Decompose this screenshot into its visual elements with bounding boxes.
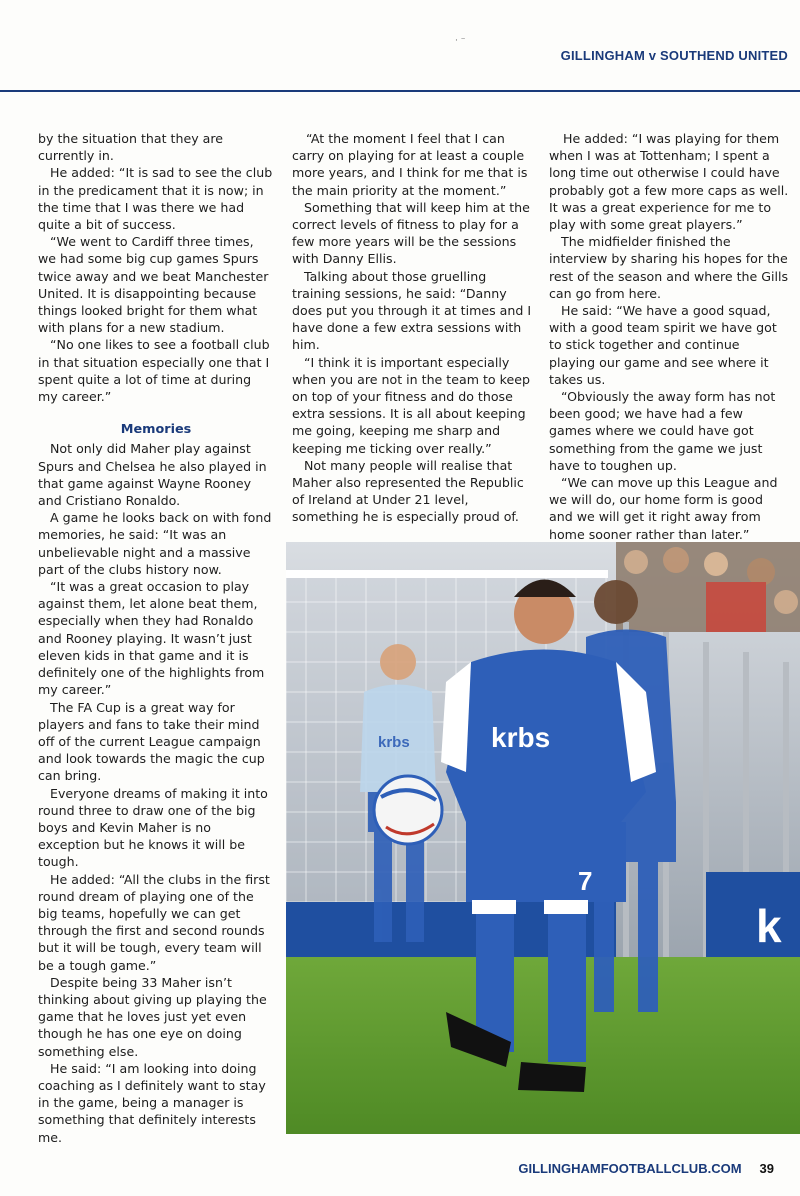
article-column-2 xyxy=(292,130,532,526)
football xyxy=(374,776,442,844)
svg-text:krbs: krbs xyxy=(378,734,410,751)
page-number: 39 xyxy=(759,1161,774,1176)
paragraph: Everyone dreams of making it into round three to draw one of the big boys and Kevin Maher is no exception but he knows it will be tough. xyxy=(38,785,268,870)
svg-text:7: 7 xyxy=(578,866,593,896)
paragraph: “I think it is important especially when you are not in the team to keep on top of your fitness and do those extra sessions. It is all about keeping me going, keeping me sharp and keeping me ticking over really.” xyxy=(292,354,530,456)
paragraph: He added: “I was playing for them when I was at Tottenham; I spent a long time out otherwise I could have probably got a few more caps as well. It was a great experience for me to play with some great players.” xyxy=(549,131,789,233)
paragraph: The midfielder finished the interview by sharing his hopes for the rest of the season and where the Gills can go from here. xyxy=(549,234,789,301)
paragraph: “We went to Cardiff three times, we had some big cup games Spurs twice away and we beat Manchester United. It is disappointing because things looked bright for them what with plans for a new stadium. xyxy=(38,234,269,336)
paragraph: “It was a great occasion to play against them, let alone beat them, especially when they had Ronaldo and Rooney playing. It wasn’t just eleven kids in that game and it is definitely one of the highlights from my career.” xyxy=(38,579,265,698)
crowd xyxy=(616,542,800,632)
paragraph: by the situation that they are currently in. xyxy=(38,131,224,164)
paragraph: Not many people will realise that Maher also represented the Republic of Ireland at Under 21 level, something he is especially proud of. xyxy=(292,457,524,525)
article-column-1 xyxy=(38,130,274,1146)
paragraph: A game he looks back on with fond memories, he said: “It was an unbelievable night and a massive part of the clubs history now. xyxy=(38,510,272,577)
paragraph: “Obviously the away form has not been good; we have had a few games where we could have got something from the game we just have to toughen up. xyxy=(549,389,776,473)
pitch xyxy=(286,957,800,1134)
paragraph: “We can move up this League and we will do, our home form is good and we will get it right away from home sooner rather than later.” xyxy=(549,475,778,542)
print-specks: · ⁻ xyxy=(455,36,466,46)
paragraph: Not only did Maher play against Spurs and Chelsea he also played in that game against Wayne Rooney and Cristiano Ronaldo. xyxy=(38,441,267,509)
subheading-memories: Memories xyxy=(120,422,192,438)
header-title: GILLINGHAM v SOUTHEND UNITED xyxy=(560,48,788,63)
paragraph: “At the moment I feel that I can carry on playing for at least a couple more years, and I think for me that is the main priority at the moment.” xyxy=(292,131,528,198)
paragraph: Something that will keep him at the correct levels of fitness to play for a few more years will be the sessions with Danny Ellis. xyxy=(292,199,530,267)
svg-text:k: k xyxy=(756,900,782,952)
match-photo xyxy=(286,542,800,1134)
paragraph: “No one likes to see a football club in that situation especially one that I spent quite a lot of time at during my career.” xyxy=(38,337,270,405)
article-column-3 xyxy=(549,130,789,543)
paragraph: The FA Cup is a great way for players and fans to take their mind off of the current League campaign and look towards the magic the cup can bring. xyxy=(38,699,265,784)
header-rule xyxy=(0,90,800,92)
paragraph: Talking about those gruelling training sessions, he said: “Danny does put you through it at times and I have done a few extra sessions with him. xyxy=(292,268,532,353)
svg-text:krbs: krbs xyxy=(491,722,551,753)
paragraph: He said: “I am looking into doing coaching as I definitely want to stay in the game, being a manager is something that definitely interests me. xyxy=(38,1060,266,1145)
paragraph: He added: “It is sad to see the club in the predicament that it is now; in the time that I was there we had quite a bit of success. xyxy=(38,165,273,233)
footer xyxy=(518,1161,774,1176)
footer-site: GILLINGHAMFOOTBALLCLUB.COM xyxy=(518,1161,742,1176)
paragraph: Despite being 33 Maher isn’t thinking about giving up playing the game that he loves just yet even though he has one eye on doing something else. xyxy=(38,974,267,1059)
paragraph: He added: “All the clubs in the first round dream of playing one of the big teams, hopefully we can get through the first and second rounds but it will be tough, every team will be a tough game.” xyxy=(38,871,270,973)
paragraph: He said: “We have a good squad, with a good team spirit we have got to stick together and continue playing our game and see where it takes us. xyxy=(549,303,777,387)
